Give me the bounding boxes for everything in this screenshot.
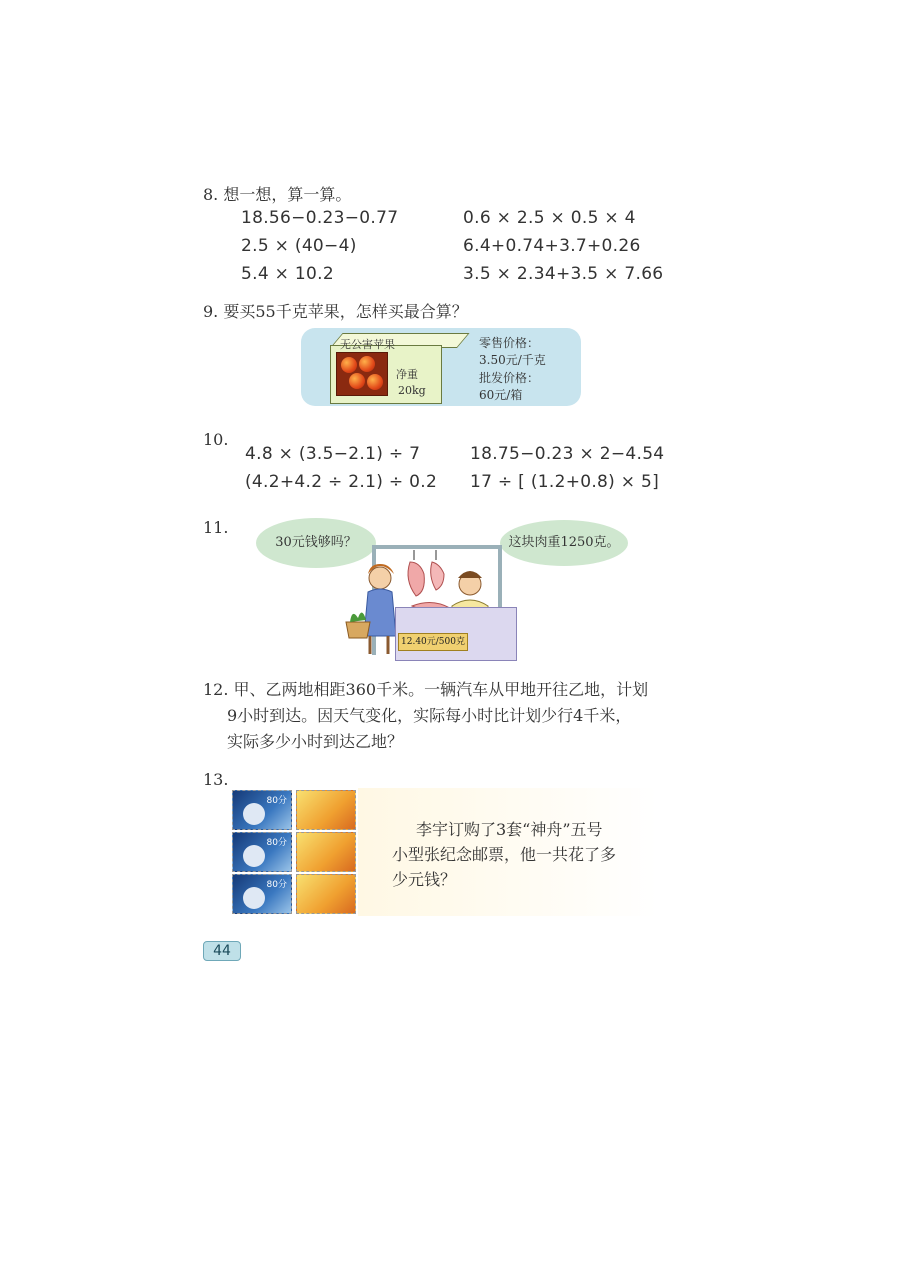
- q13-line-1: 李宇订购了3套“神舟”五号: [416, 820, 603, 839]
- price-sign: 12.40元/500克: [398, 633, 468, 651]
- question-13-number: 13.: [203, 770, 229, 789]
- wholesale-price-value: 60元/箱: [479, 388, 523, 402]
- q13-line-2: 小型张纪念邮票，他一共花了多: [392, 845, 617, 864]
- stamp-spaceship: [296, 790, 356, 830]
- stamp-astronaut: 80分: [232, 832, 292, 872]
- stamp-spaceship: [296, 874, 356, 914]
- net-weight-label: 净重: [396, 368, 418, 381]
- question-10-number: 10.: [203, 430, 229, 449]
- stamp-spaceship: [296, 832, 356, 872]
- apple-box-label: 无公害苹果: [340, 338, 395, 351]
- q12-line-3: 实际多少小时到达乙地？: [227, 732, 404, 751]
- q8-expression-6: 3.5 × 2.34+3.5 × 7.66: [463, 264, 664, 284]
- wholesale-price-label: 批发价格：: [479, 371, 540, 385]
- q8-expression-1: 18.56−0.23−0.77: [241, 208, 399, 228]
- question-13-text: [392, 817, 652, 892]
- question-9-title: 9. 要买55千克苹果，怎样买最合算？: [203, 302, 468, 321]
- question-8-title: 8. 想一想，算一算。: [203, 185, 352, 204]
- q13-line-3: 少元钱？: [392, 870, 457, 889]
- stamp-sheet: [232, 790, 360, 916]
- q12-line-1: 12. 甲、乙两地相距360千米。一辆汽车从甲地开往乙地，计划: [203, 680, 649, 699]
- speech-bubble-butcher: 这块肉重1250克。: [500, 520, 628, 566]
- q8-expression-5: 6.4+0.74+3.7+0.26: [463, 236, 641, 256]
- q10-expression-2: 18.75−0.23 × 2−4.54: [470, 444, 665, 464]
- q8-expression-3: 5.4 × 10.2: [241, 264, 334, 284]
- apple-image: [336, 352, 388, 396]
- retail-price-label: 零售价格：: [479, 336, 540, 350]
- net-weight-value: 20kg: [398, 384, 426, 397]
- question-12-text: [203, 677, 703, 755]
- page-number: 44: [203, 941, 241, 961]
- q8-expression-4: 0.6 × 2.5 × 0.5 × 4: [463, 208, 636, 228]
- stamp-astronaut: 80分: [232, 874, 292, 914]
- speech-bubble-customer: 30元钱够吗？: [256, 518, 376, 568]
- question-11-number: 11.: [203, 518, 229, 537]
- q12-line-2: 9小时到达。因天气变化，实际每小时比计划少行4千米，: [227, 706, 632, 725]
- q8-expression-2: 2.5 × (40−4): [241, 236, 357, 256]
- q10-expression-1: 4.8 × (3.5−2.1) ÷ 7: [245, 444, 421, 464]
- q10-expression-4: 17 ÷ [ (1.2+0.8) × 5]: [470, 472, 660, 492]
- retail-price-value: 3.50元/千克: [479, 353, 546, 367]
- stamp-astronaut: 80分: [232, 790, 292, 830]
- q10-expression-3: (4.2+4.2 ÷ 2.1) ÷ 0.2: [245, 472, 438, 492]
